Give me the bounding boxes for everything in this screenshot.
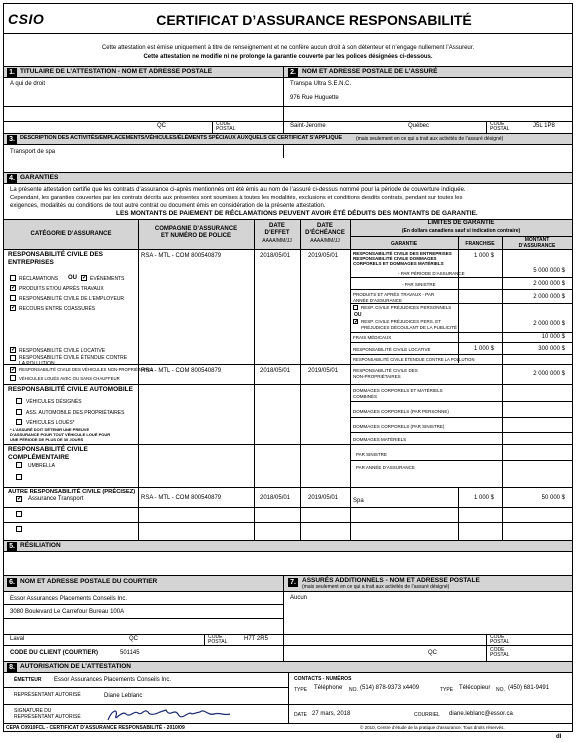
type-label: TYPE bbox=[294, 687, 308, 693]
cross-liability-checkbox[interactable]: ✓ bbox=[11, 305, 17, 311]
nonowned-label: RESPONSABILITÉ CIVILE DES VÉHICULES NON-PROPRIÉTAIRES bbox=[19, 367, 154, 372]
section-3-title: DESCRIPTION DES ACTIVITÉS/EMPLACEMENTS/VÉHICULES/ÉLÉMENTS SPÉCIAUX AUXQUELS CE CERTIFICAT S’APPLIQUE bbox=[20, 135, 342, 141]
col-limits: (En dollars canadiens sauf si indication contraire) bbox=[401, 228, 521, 234]
form-id: CEPA C0910FCL - CERTIFICAT D’ASSURANCE RESPONSABILITÉ - 2010/09 bbox=[6, 725, 185, 731]
g-rc: RESPONSABILITÉ CIVILE DOMMAGES bbox=[353, 256, 437, 261]
g-publicity: RESP. CIVILE PRÉJUDICES PERS. ET bbox=[361, 319, 441, 324]
g-publicity: PRÉJUDICES DÉCOULANT DE LA PUBLICITÉ bbox=[361, 325, 457, 330]
comp-title: RESPONSABILITÉ CIVILE bbox=[8, 446, 88, 453]
g-auto-material: DOMMAGES MATÉRIELS bbox=[353, 437, 407, 442]
col-limits: LIMITES DE GARANTIE bbox=[427, 220, 495, 226]
date-value: 27 mars, 2018 bbox=[312, 711, 351, 717]
insured-province: Québec bbox=[408, 123, 430, 129]
all-owned-checkbox[interactable] bbox=[16, 409, 22, 415]
other-amount: 50 000 $ bbox=[541, 495, 565, 501]
col-company: COMPAGNIE D’ASSURANCE bbox=[154, 226, 238, 232]
signature-label: SIGNATURE DU bbox=[14, 708, 52, 714]
col-amount: D’ASSURANCE bbox=[518, 243, 556, 249]
additional-insured: Aucun bbox=[290, 595, 308, 601]
activities-description: Transport de spa bbox=[10, 149, 56, 155]
copyright: © 2010, Centre d’étude de la pratique d’assurance. Tous droits réservés. bbox=[360, 725, 505, 730]
g-rc: RESPONSABILITÉ CIVILE DES ENTREPRISES bbox=[353, 251, 452, 256]
section-1-title: TITULAIRE DE L’ATTESTATION - NOM ET ADRESSE POSTALE bbox=[20, 68, 213, 75]
page-title: CERTIFICAT D’ASSURANCE RESPONSABILITÉ bbox=[156, 12, 472, 28]
or-label: OU bbox=[68, 275, 77, 281]
employer-checkbox[interactable] bbox=[10, 295, 16, 301]
other-blank-checkbox[interactable] bbox=[16, 511, 22, 517]
rc-expiry: 2019/05/01 bbox=[308, 253, 339, 259]
section-2-title: NOM ET ADRESSE POSTALE DE L’ASSURÉ bbox=[302, 68, 438, 75]
col-expiry: DATE bbox=[317, 223, 333, 229]
g-personal-injury: RESP. CIVILE PRÉJUDICES PERSONNELS bbox=[361, 305, 452, 310]
date-label: DATE bbox=[294, 712, 307, 718]
hired-vehicles-label: VÉHICULES LOUÉS* bbox=[26, 420, 75, 426]
claims-checkbox[interactable] bbox=[10, 275, 16, 281]
pollution-checkbox[interactable] bbox=[10, 355, 16, 361]
type-label: TYPE bbox=[440, 687, 454, 693]
comp-blank-checkbox[interactable] bbox=[16, 474, 22, 480]
auto-title: RESPONSABILITÉ CIVILE AUTOMOBILE bbox=[8, 386, 133, 393]
personal-injury-amount: 2 000 000 $ bbox=[533, 321, 565, 327]
col-category: CATÉGORIE D’ASSURANCE bbox=[30, 231, 112, 237]
section-number: 1. bbox=[7, 68, 17, 77]
postal-code-label: CODE POSTAL bbox=[490, 647, 510, 658]
client-code-label: CODE DU CLIENT (COURTIER) bbox=[10, 650, 98, 656]
g-auto-claim: DOMMAGES CORPORELS (PAR SINISTRE) bbox=[353, 424, 445, 429]
col-guarantee: GARANTIE bbox=[390, 241, 418, 247]
section-8-title: AUTORISATION DE L’ATTESTATION bbox=[20, 663, 131, 670]
rc-title: RESPONSABILITÉ CIVILE DES bbox=[8, 251, 103, 258]
nonowned-effective: 2018/05/01 bbox=[260, 368, 291, 374]
g-auto: DOMMAGES CORPORELS ET MATÉRIELS bbox=[353, 388, 443, 393]
initials: dl bbox=[556, 734, 562, 740]
broker-street: 3080 Boulevard Le Carrefour Bureau 100A bbox=[10, 609, 125, 615]
per-period: - PAR PÉRIODE D’ASSURANCE bbox=[398, 271, 465, 276]
broker-city: Laval bbox=[10, 636, 25, 642]
rc-deductible: 1 000 $ bbox=[474, 253, 495, 259]
insured-street: 976 Rue Huguette bbox=[290, 95, 339, 101]
email-value: diane.leblanc@essor.ca bbox=[449, 711, 513, 717]
g-auto-person: DOMMAGES CORPORELS (PAR PERSONNE) bbox=[353, 409, 449, 414]
broker-postal-code: H7T 2R5 bbox=[244, 636, 268, 642]
section-4-title: GARANTIES bbox=[20, 174, 59, 181]
section-number: 6. bbox=[7, 578, 17, 587]
auto-note: D’ASSURANCE POUR TOUT VÉHICULE LOUÉ POUR bbox=[10, 432, 111, 437]
section-7-note: (mais seulement en ce qui a trait aux activités de l’assuré désigné) bbox=[302, 584, 450, 590]
nonowned-company: RSA - MTL - COM 800540879 bbox=[141, 368, 222, 374]
events-checkbox[interactable]: ✓ bbox=[82, 275, 88, 281]
umbrella-checkbox[interactable] bbox=[16, 462, 22, 468]
other-deductible: 1 000 $ bbox=[474, 495, 495, 501]
other-item: Assurance Transport bbox=[28, 496, 84, 502]
auto-note: UNE PÉRIODE DE PLUS DE 30 JOURS bbox=[10, 437, 84, 442]
section-7-title: ASSURÉS ADDITIONNELS - NOM ET ADRESSE POSTALE bbox=[302, 577, 480, 584]
broker-province: QC bbox=[129, 636, 138, 642]
locative-amount: 300 000 $ bbox=[538, 346, 565, 352]
issuer-name: Essor Assurances Placements Conseils Inc. bbox=[54, 677, 172, 683]
umbrella-label: UMBRELLA bbox=[28, 463, 55, 469]
postal-code-label: CODE POSTAL bbox=[490, 634, 510, 645]
guarantee-text: La présente attestation certifie que les contrats d’assurance ci-après mentionnés ont été émis au nom de l’assuré ci-dessus nommé pour la période de couverture indiquée. bbox=[10, 187, 466, 193]
section-number: 4. bbox=[7, 174, 17, 183]
personal-injury-checkbox[interactable] bbox=[353, 305, 358, 310]
other-company: RSA - MTL - COM 800540879 bbox=[141, 495, 222, 501]
section-number: 3. bbox=[7, 135, 17, 144]
rc-amount-period: 5 000 000 $ bbox=[533, 268, 565, 274]
g-auto: COMBINÉS bbox=[353, 394, 378, 399]
col-company: ET NUMÉRO DE POLICE bbox=[160, 233, 231, 239]
medical-amount: 10 000 $ bbox=[541, 334, 565, 340]
postal-code-label: CODE POSTAL bbox=[216, 121, 236, 132]
col-expiry: D’ÉCHÉANCE bbox=[305, 230, 345, 236]
holder-name: A qui de droit bbox=[10, 81, 46, 87]
rc-effective: 2018/05/01 bbox=[260, 253, 291, 259]
col-effective: AAAA/MM/JJ bbox=[262, 238, 292, 244]
hired-vehicles-checkbox[interactable] bbox=[16, 419, 22, 425]
insured-city: Saint-Jerome bbox=[290, 123, 326, 129]
no-label: NO. bbox=[496, 687, 505, 693]
col-effective: D’EFFET bbox=[264, 230, 290, 236]
insured-postal-code: J5L 1P8 bbox=[533, 123, 555, 129]
locative-checkbox[interactable]: ✓ bbox=[11, 347, 17, 353]
postal-code-label: CODE POSTAL bbox=[208, 634, 228, 645]
postal-code-label: CODE POSTAL bbox=[490, 121, 510, 132]
pollution-label: LA POLLUTION bbox=[19, 361, 55, 367]
no-label: NO. bbox=[349, 687, 358, 693]
rep-label: REPRÉSENTANT AUTORISÉ bbox=[14, 692, 81, 698]
auto-note: * L’ASSURÉ DOIT DÉTENIR UNE PREUVE bbox=[10, 427, 90, 432]
other-title: AUTRE RESPONSABILITÉ CIVILE (PRÉCISEZ) bbox=[8, 489, 136, 495]
contacts-label: CONTACTS - NUMÉROS bbox=[294, 676, 352, 682]
products-amount: 2 000 000 $ bbox=[533, 294, 565, 300]
described-vehicles-checkbox[interactable] bbox=[16, 398, 22, 404]
g-medical: FRAIS MÉDICAUX bbox=[353, 335, 392, 340]
locative-deductible: 1 000 $ bbox=[474, 346, 495, 352]
rented-vehicles-label: VÉHICULES LOUÉS AVEC OU SANS CHAUFFEUR bbox=[19, 376, 120, 381]
email-label: COURRIEL bbox=[414, 712, 440, 718]
broker-name: Essor Assurances Placements Conseils Inc. bbox=[10, 596, 128, 602]
per-claim: - PAR SINISTRE bbox=[402, 282, 436, 287]
guarantee-text: exigences, modalités ou conditions de tout autre contrat ou document émis en considération de la présente attestation. bbox=[10, 203, 326, 209]
fax-label: Télécopieur bbox=[459, 685, 491, 691]
cross-liability-label: RECOURS ENTRE COASSURÉS bbox=[19, 306, 96, 312]
col-amount: MONTANT bbox=[524, 237, 550, 243]
other-checkbox[interactable]: ✓ bbox=[17, 496, 23, 502]
events-label: ÉVÉNEMENTS bbox=[90, 276, 125, 282]
other-effective: 2018/05/01 bbox=[260, 495, 291, 501]
g-nonowned: RESPONSABILITÉ CIVILE DES bbox=[353, 368, 418, 373]
intro-line-2: Cette attestation ne modifie ni ne prolonge la garantie couverte par les polices désignées ci-dessous. bbox=[143, 54, 433, 60]
col-effective: DATE bbox=[269, 223, 285, 229]
products-checkbox[interactable]: ✓ bbox=[11, 285, 17, 291]
col-franchise: FRANCHISE bbox=[465, 241, 495, 247]
other-guarantee: Spa bbox=[353, 498, 364, 504]
phone-number: (514) 878-9373 x4409 bbox=[360, 685, 420, 691]
deduction-warning: LES MONTANTS DE PAIEMENT DE RÉCLAMATIONS PEUVENT AVOIR ÉTÉ DÉDUITS DES MONTANTS DE GARANTIE. bbox=[116, 210, 478, 217]
section-number: 2. bbox=[288, 68, 298, 77]
phone-label: Téléphone bbox=[314, 685, 343, 691]
fax-number: (450) 681-9491 bbox=[508, 685, 550, 691]
pollution-label: RESPONSABILITÉ CIVILE ÉTENDUE CONTRE bbox=[19, 355, 128, 361]
col-expiry: AAAA/MM/JJ bbox=[310, 238, 340, 244]
nonowned-amount: 2 000 000 $ bbox=[533, 371, 565, 377]
or-label: OU bbox=[354, 312, 362, 318]
holder-province: QC bbox=[157, 123, 166, 129]
csio-logo: CSIO bbox=[8, 11, 45, 27]
g-rc: CORPORELS ET DOMMAGES MATÉRIELS bbox=[353, 261, 444, 266]
signature-label: REPRÉSENTANT AUTORISÉ bbox=[14, 714, 81, 720]
section-3-note: (mais seulement en ce qui a trait aux activités de l’assuré désigné) bbox=[356, 136, 504, 142]
certificate-form bbox=[3, 3, 573, 732]
other-expiry: 2019/05/01 bbox=[308, 495, 339, 501]
nonowned-checkbox[interactable]: ✓ bbox=[11, 367, 17, 373]
rc-title: ENTREPRISES bbox=[8, 259, 54, 266]
g-comp-year: PAR ANNÉE D’ASSURANCE bbox=[356, 465, 415, 470]
products-label: PRODUITS ET/OU APRÈS TRAVAUX bbox=[19, 286, 104, 292]
g-comp-claim: PAR SINISTRE bbox=[356, 452, 387, 457]
employer-label: RESPONSABILITÉ CIVILE DE L’EMPLOYEUR bbox=[19, 296, 125, 302]
rc-amount-claim: 2 000 000 $ bbox=[533, 281, 565, 287]
section-5-title: RÉSILIATION bbox=[20, 542, 61, 549]
publicity-checkbox[interactable]: ✓ bbox=[354, 319, 360, 325]
additional-province: QC bbox=[428, 650, 437, 656]
g-products: ANNÉE D’ASSURANCE bbox=[353, 298, 403, 303]
client-code: 501145 bbox=[120, 650, 140, 656]
g-products: PRODUITS ET APRÈS TRAVAUX - PAR bbox=[353, 292, 435, 297]
all-owned-label: ASS. AUTOMOBILE DES PROPRIÉTAIRES bbox=[26, 410, 125, 416]
intro-line-1: Cette attestation est émise uniquement à titre de renseignement et ne confère aucun droit à son détenteur et n’engage nullement l’Assureur. bbox=[101, 45, 475, 51]
nonowned-expiry: 2019/05/01 bbox=[308, 368, 339, 374]
guarantee-text: Cependant, les garanties couvertes par les contrats décrits aux présentes sont soumises à toutes les modalités, exclusions et conditions desdits contrats, pendant sur toutes les bbox=[10, 195, 463, 201]
g-locative: RESPONSABILITÉ CIVILE LOCATIVE bbox=[353, 347, 431, 352]
g-pollution: RESPONSABILITÉ CIVILE ÉTENDUE CONTRE LA POLLUTION bbox=[353, 357, 475, 362]
described-vehicles-label: VÉHICULES DÉSIGNÉS bbox=[26, 399, 82, 405]
other-blank-checkbox[interactable] bbox=[16, 526, 22, 532]
rep-name: Diane Leblanc bbox=[104, 693, 143, 699]
g-nonowned: NON-PROPRIÉTAIRES bbox=[353, 374, 401, 379]
comp-title: COMPLÉMENTAIRE bbox=[8, 454, 70, 461]
claims-label: RÉCLAMATIONS bbox=[19, 276, 59, 282]
section-6-title: NOM ET ADRESSE POSTALE DU COURTIER bbox=[20, 578, 158, 585]
rented-vehicles-checkbox[interactable] bbox=[10, 375, 16, 381]
rc-company: RSA - MTL - COM 800540879 bbox=[141, 253, 222, 259]
section-number: 5. bbox=[7, 542, 17, 551]
section-number: 8. bbox=[7, 663, 17, 672]
locative-label: RESPONSABILITÉ CIVILE LOCATIVE bbox=[19, 348, 106, 354]
section-number: 7. bbox=[288, 578, 298, 587]
issuer-label: ÉMETTEUR bbox=[14, 677, 42, 683]
insured-name: Transpa Ultra S.E.N.C. bbox=[290, 81, 352, 87]
